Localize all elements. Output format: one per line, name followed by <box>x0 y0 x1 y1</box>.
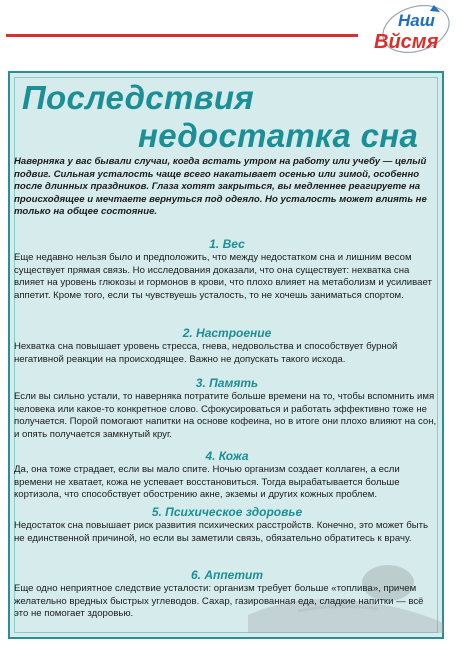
section-heading: 1. Вес <box>209 237 245 251</box>
section-text: Недостаток сна повышает риск развития психических расстройств. Конечно, это может быть не единственной причиной, но если вы заметили связь, обязательно обратитесь к врачу. <box>14 520 429 544</box>
section-memory <box>14 376 440 441</box>
section-mood <box>14 326 440 366</box>
section-heading: 5. Психическое здоровье <box>151 505 303 519</box>
section-heading: 3. Память <box>195 376 259 390</box>
section-heading: 6. Аппетит <box>190 568 263 582</box>
section-text: Еще одно неприятное следствие усталости: организм требует больше «топлива», причем желательно вредных быстрых углеводов. Сахар, газированная еда, сладкие напитки — всё это не помогает здоровью. <box>14 583 424 620</box>
section-text: Еще недавно нельзя было и предположить, что между недостатком сна и лишним весом существует прямая связь. Но исследования доказали, что она существует: нехватка сна влияет на уровень глюкозы и гормонов в крови, что плохо влияет на метаболизм и усиливает аппетит. Кроме того, если ты чувствуешь усталость, то не хочешь заниматься спортом. <box>14 252 432 301</box>
site-logo <box>368 2 456 60</box>
header-rule <box>6 34 358 37</box>
section-text: Если вы сильно устали, то наверняка потратите больше времени на то, чтобы вспомнить имя человека или какое-то конкретное слово. Сфокусироваться и работать эффективно тоже не получается. Порой помогают напитки на основе кофеина, но в итоге они плохо влияют на сон, и опять получается замкнутый круг. <box>14 391 437 440</box>
section-skin <box>14 449 440 502</box>
logo-line1: Наш <box>398 11 435 30</box>
section-mental-health <box>14 505 440 545</box>
section-heading: 4. Кожа <box>205 449 249 463</box>
section-text: Да, она тоже страдает, если вы мало спите. Ночью организм создает коллаген, а если времени не хватает, кожа не успевает восстановиться. Тогда вырабатывается больше кортизола, что способствует обострению акне, экземы и других кожных проблем. <box>14 464 400 501</box>
section-heading: 2. Настроение <box>182 326 272 340</box>
section-text: Нехватка сна повышает уровень стресса, гнева, недовольства и способствует бурной негативной реакции на происходящее. Важно не допускать такого исхода. <box>14 341 398 365</box>
section-appetite <box>14 568 440 621</box>
intro-paragraph: Наверняка у вас бывали случаи, когда встать утром на работу или учебу — целый подвиг. Сильная усталость чаще всего накатывает осенью или зимой, особенно после длинных праздников. Глаза хотят закрыться, вы медленнее реагируете на происходящее и мечтаете вернуться под одеяло. Но усталость может влиять не только на общее состояние. <box>14 156 427 218</box>
title-line1: Последствия <box>22 79 255 116</box>
title-line2: недостатка сна <box>138 117 419 154</box>
logo-line2: Вйсмя <box>374 31 439 53</box>
section-weight <box>14 237 440 302</box>
